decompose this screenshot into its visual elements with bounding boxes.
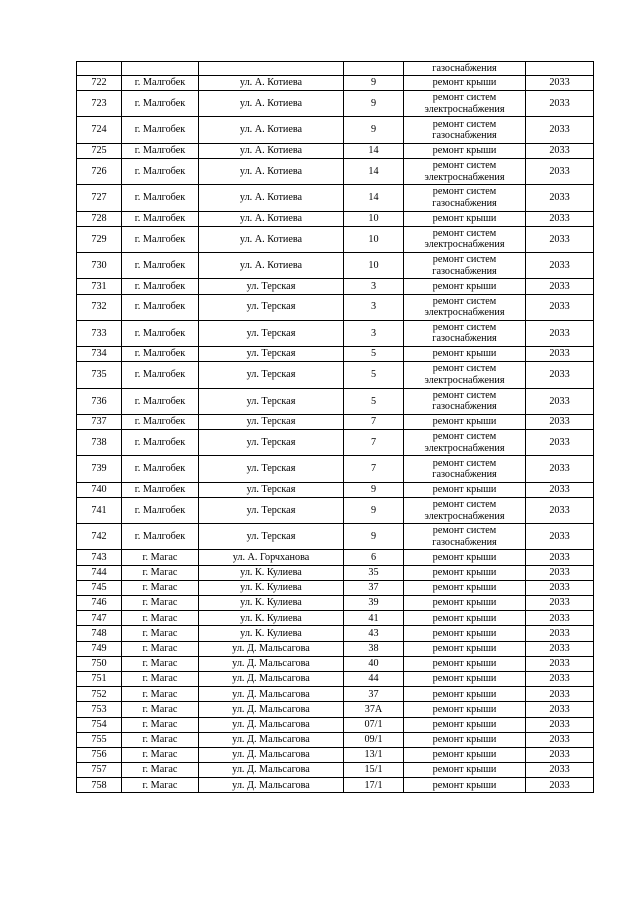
- cell-city: г. Малгобек: [122, 497, 199, 523]
- cell-year: 2033: [526, 656, 594, 671]
- cell-number: 732: [77, 294, 122, 320]
- cell-city: г. Малгобек: [122, 320, 199, 346]
- table-row: [77, 550, 594, 565]
- cell-number: 755: [77, 732, 122, 747]
- cell-house: 14: [344, 185, 404, 211]
- cell-house: 5: [344, 362, 404, 388]
- cell-number: 727: [77, 185, 122, 211]
- cell-street: ул. Д. Мальсагова: [199, 732, 344, 747]
- cell-work-type: ремонт крыши: [404, 611, 526, 626]
- cell-house: 5: [344, 347, 404, 362]
- table-row: [77, 671, 594, 686]
- cell-house: 14: [344, 143, 404, 158]
- cell-house: 9: [344, 524, 404, 550]
- cell-city: г. Малгобек: [122, 294, 199, 320]
- cell-house: 9: [344, 497, 404, 523]
- cell-work-type: ремонт крыши: [404, 347, 526, 362]
- cell-city: г. Магас: [122, 580, 199, 595]
- cell-work-type: ремонт крыши: [404, 414, 526, 429]
- cell-year: 2033: [526, 778, 594, 793]
- cell-city: г. Магас: [122, 596, 199, 611]
- table-row: [77, 747, 594, 762]
- cell-street: ул. Терская: [199, 497, 344, 523]
- cell-year: 2033: [526, 747, 594, 762]
- cell-work-type: ремонт систем электроснабжения: [404, 226, 526, 252]
- cell-work-type: ремонт крыши: [404, 76, 526, 91]
- cell-work-type: ремонт крыши: [404, 596, 526, 611]
- cell-year: 2033: [526, 482, 594, 497]
- cell-number: 745: [77, 580, 122, 595]
- cell-year: 2033: [526, 76, 594, 91]
- table-row: [77, 497, 594, 523]
- cell-work-type: ремонт систем газоснабжения: [404, 388, 526, 414]
- table-row: [77, 185, 594, 211]
- cell-street: ул. Д. Мальсагова: [199, 717, 344, 732]
- cell-city: г. Малгобек: [122, 91, 199, 117]
- cell-year: 2033: [526, 596, 594, 611]
- cell-street: ул. Терская: [199, 482, 344, 497]
- cell-city: г. Малгобек: [122, 456, 199, 482]
- cell-work-type: ремонт систем электроснабжения: [404, 430, 526, 456]
- table-row: [77, 778, 594, 793]
- cell-city: г. Малгобек: [122, 279, 199, 294]
- table-row: [77, 388, 594, 414]
- cell-number: 757: [77, 763, 122, 778]
- cell-number: 741: [77, 497, 122, 523]
- cell-work-type: ремонт систем газоснабжения: [404, 117, 526, 143]
- cell-house: 39: [344, 596, 404, 611]
- cell-street: ул. Терская: [199, 414, 344, 429]
- cell-work-type: ремонт крыши: [404, 482, 526, 497]
- cell-house: 13/1: [344, 747, 404, 762]
- cell-city: г. Магас: [122, 747, 199, 762]
- cell-street: ул. К. Кулиева: [199, 580, 344, 595]
- cell-house: 15/1: [344, 763, 404, 778]
- cell-city: г. Малгобек: [122, 211, 199, 226]
- cell-year: 2033: [526, 732, 594, 747]
- cell-street: [199, 62, 344, 76]
- cell-number: 754: [77, 717, 122, 732]
- cell-street: ул. Д. Мальсагова: [199, 687, 344, 702]
- cell-year: 2033: [526, 763, 594, 778]
- cell-number: 749: [77, 641, 122, 656]
- table-row: [77, 294, 594, 320]
- cell-house: 6: [344, 550, 404, 565]
- table-row: [77, 143, 594, 158]
- cell-house: 3: [344, 279, 404, 294]
- table-row: [77, 158, 594, 184]
- cell-house: [344, 62, 404, 76]
- cell-city: г. Малгобек: [122, 185, 199, 211]
- cell-city: г. Магас: [122, 611, 199, 626]
- cell-year: 2033: [526, 211, 594, 226]
- cell-house: 9: [344, 482, 404, 497]
- table-row: [77, 626, 594, 641]
- cell-work-type: ремонт крыши: [404, 580, 526, 595]
- cell-number: 733: [77, 320, 122, 346]
- cell-year: 2033: [526, 497, 594, 523]
- cell-house: 7: [344, 414, 404, 429]
- table-row: [77, 117, 594, 143]
- cell-number: 750: [77, 656, 122, 671]
- cell-work-type: ремонт крыши: [404, 550, 526, 565]
- cell-street: ул. А. Котиева: [199, 91, 344, 117]
- table-row: [77, 732, 594, 747]
- cell-year: 2033: [526, 117, 594, 143]
- cell-work-type: газоснабжения: [404, 62, 526, 76]
- cell-number: 753: [77, 702, 122, 717]
- cell-street: ул. А. Котиева: [199, 76, 344, 91]
- cell-street: ул. А. Котиева: [199, 226, 344, 252]
- cell-city: г. Малгобек: [122, 226, 199, 252]
- cell-year: 2033: [526, 430, 594, 456]
- table-row: [77, 320, 594, 346]
- cell-house: 10: [344, 211, 404, 226]
- cell-year: 2033: [526, 524, 594, 550]
- cell-street: ул. Терская: [199, 430, 344, 456]
- cell-year: 2033: [526, 611, 594, 626]
- cell-number: 756: [77, 747, 122, 762]
- cell-street: ул. К. Кулиева: [199, 565, 344, 580]
- cell-number: 752: [77, 687, 122, 702]
- cell-city: г. Магас: [122, 550, 199, 565]
- cell-city: г. Магас: [122, 641, 199, 656]
- cell-number: [77, 62, 122, 76]
- cell-street: ул. Д. Мальсагова: [199, 641, 344, 656]
- cell-work-type: ремонт систем газоснабжения: [404, 185, 526, 211]
- cell-work-type: ремонт крыши: [404, 717, 526, 732]
- cell-number: 726: [77, 158, 122, 184]
- cell-street: ул. А. Котиева: [199, 253, 344, 279]
- cell-city: г. Малгобек: [122, 388, 199, 414]
- cell-street: ул. Терская: [199, 362, 344, 388]
- cell-work-type: ремонт систем газоснабжения: [404, 524, 526, 550]
- table-row: [77, 611, 594, 626]
- cell-year: 2033: [526, 362, 594, 388]
- cell-work-type: ремонт крыши: [404, 641, 526, 656]
- cell-house: 7: [344, 430, 404, 456]
- cell-year: 2033: [526, 158, 594, 184]
- cell-house: 3: [344, 320, 404, 346]
- cell-street: ул. Терская: [199, 347, 344, 362]
- cell-street: ул. А. Котиева: [199, 143, 344, 158]
- cell-street: ул. А. Котиева: [199, 158, 344, 184]
- cell-work-type: ремонт крыши: [404, 747, 526, 762]
- cell-house: 9: [344, 76, 404, 91]
- cell-work-type: ремонт крыши: [404, 702, 526, 717]
- cell-work-type: ремонт крыши: [404, 763, 526, 778]
- cell-house: 35: [344, 565, 404, 580]
- cell-year: 2033: [526, 226, 594, 252]
- cell-number: 736: [77, 388, 122, 414]
- cell-year: 2033: [526, 702, 594, 717]
- table-row: [77, 596, 594, 611]
- cell-work-type: ремонт крыши: [404, 671, 526, 686]
- table-row: [77, 717, 594, 732]
- cell-year: 2033: [526, 626, 594, 641]
- cell-street: ул. Терская: [199, 456, 344, 482]
- table-row: [77, 763, 594, 778]
- cell-house: 10: [344, 253, 404, 279]
- table-body: [77, 62, 594, 793]
- cell-city: г. Малгобек: [122, 117, 199, 143]
- cell-work-type: ремонт систем электроснабжения: [404, 91, 526, 117]
- cell-city: г. Магас: [122, 717, 199, 732]
- cell-year: 2033: [526, 565, 594, 580]
- cell-house: 43: [344, 626, 404, 641]
- cell-year: 2033: [526, 294, 594, 320]
- cell-house: 5: [344, 388, 404, 414]
- cell-number: 735: [77, 362, 122, 388]
- cell-street: ул. Терская: [199, 524, 344, 550]
- cell-year: 2033: [526, 580, 594, 595]
- cell-work-type: ремонт систем электроснабжения: [404, 294, 526, 320]
- cell-year: 2033: [526, 456, 594, 482]
- cell-work-type: ремонт систем электроснабжения: [404, 158, 526, 184]
- cell-street: ул. А. Котиева: [199, 185, 344, 211]
- cell-street: ул. Д. Мальсагова: [199, 747, 344, 762]
- cell-work-type: ремонт крыши: [404, 565, 526, 580]
- table-row: [77, 347, 594, 362]
- cell-house: 09/1: [344, 732, 404, 747]
- repair-schedule-table: [76, 61, 594, 793]
- cell-work-type: ремонт систем электроснабжения: [404, 362, 526, 388]
- cell-street: ул. Д. Мальсагова: [199, 702, 344, 717]
- cell-house: 10: [344, 226, 404, 252]
- cell-city: г. Магас: [122, 656, 199, 671]
- table-row: [77, 91, 594, 117]
- cell-house: 07/1: [344, 717, 404, 732]
- cell-house: 37А: [344, 702, 404, 717]
- cell-year: 2033: [526, 143, 594, 158]
- cell-number: 746: [77, 596, 122, 611]
- table-row: [77, 226, 594, 252]
- table-row: [77, 565, 594, 580]
- table-row: [77, 524, 594, 550]
- cell-number: 747: [77, 611, 122, 626]
- cell-street: ул. К. Кулиева: [199, 611, 344, 626]
- cell-city: г. Магас: [122, 702, 199, 717]
- cell-street: ул. А. Горчханова: [199, 550, 344, 565]
- cell-house: 38: [344, 641, 404, 656]
- cell-street: ул. Терская: [199, 279, 344, 294]
- cell-city: г. Магас: [122, 732, 199, 747]
- cell-city: г. Малгобек: [122, 524, 199, 550]
- cell-street: ул. К. Кулиева: [199, 596, 344, 611]
- cell-year: 2033: [526, 279, 594, 294]
- cell-number: 751: [77, 671, 122, 686]
- cell-street: ул. А. Котиева: [199, 211, 344, 226]
- cell-year: 2033: [526, 550, 594, 565]
- cell-street: ул. Терская: [199, 294, 344, 320]
- cell-house: 41: [344, 611, 404, 626]
- cell-number: 744: [77, 565, 122, 580]
- cell-city: г. Малгобек: [122, 143, 199, 158]
- table-row: [77, 430, 594, 456]
- table-row: [77, 482, 594, 497]
- cell-city: г. Малгобек: [122, 158, 199, 184]
- table-row: [77, 656, 594, 671]
- table-row: [77, 76, 594, 91]
- cell-city: г. Малгобек: [122, 347, 199, 362]
- cell-year: 2033: [526, 347, 594, 362]
- table-row: [77, 414, 594, 429]
- cell-year: 2033: [526, 91, 594, 117]
- cell-number: 724: [77, 117, 122, 143]
- cell-house: 44: [344, 671, 404, 686]
- cell-work-type: ремонт систем электроснабжения: [404, 497, 526, 523]
- cell-work-type: ремонт систем газоснабжения: [404, 253, 526, 279]
- cell-city: г. Малгобек: [122, 253, 199, 279]
- cell-number: 734: [77, 347, 122, 362]
- cell-number: 723: [77, 91, 122, 117]
- cell-work-type: ремонт крыши: [404, 211, 526, 226]
- cell-city: г. Магас: [122, 626, 199, 641]
- cell-number: 737: [77, 414, 122, 429]
- cell-house: 37: [344, 687, 404, 702]
- cell-number: 738: [77, 430, 122, 456]
- table-row: [77, 456, 594, 482]
- cell-city: г. Малгобек: [122, 482, 199, 497]
- cell-house: 17/1: [344, 778, 404, 793]
- cell-house: 9: [344, 117, 404, 143]
- cell-number: 728: [77, 211, 122, 226]
- table-row: [77, 362, 594, 388]
- cell-year: 2033: [526, 671, 594, 686]
- cell-year: 2033: [526, 641, 594, 656]
- cell-year: 2033: [526, 687, 594, 702]
- cell-number: 739: [77, 456, 122, 482]
- cell-year: 2033: [526, 388, 594, 414]
- cell-street: ул. Д. Мальсагова: [199, 763, 344, 778]
- document-page: [76, 61, 594, 793]
- cell-house: 9: [344, 91, 404, 117]
- cell-year: 2033: [526, 185, 594, 211]
- cell-house: 3: [344, 294, 404, 320]
- cell-number: 748: [77, 626, 122, 641]
- cell-number: 725: [77, 143, 122, 158]
- cell-city: [122, 62, 199, 76]
- cell-city: г. Магас: [122, 763, 199, 778]
- cell-number: 743: [77, 550, 122, 565]
- cell-number: 740: [77, 482, 122, 497]
- cell-number: 758: [77, 778, 122, 793]
- cell-street: ул. Д. Мальсагова: [199, 656, 344, 671]
- cell-work-type: ремонт крыши: [404, 143, 526, 158]
- cell-street: ул. А. Котиева: [199, 117, 344, 143]
- cell-number: 730: [77, 253, 122, 279]
- table-row: [77, 211, 594, 226]
- cell-city: г. Магас: [122, 671, 199, 686]
- table-row: [77, 687, 594, 702]
- cell-work-type: ремонт крыши: [404, 279, 526, 294]
- cell-street: ул. К. Кулиева: [199, 626, 344, 641]
- cell-number: 729: [77, 226, 122, 252]
- cell-house: 14: [344, 158, 404, 184]
- cell-house: 37: [344, 580, 404, 595]
- cell-city: г. Магас: [122, 687, 199, 702]
- cell-city: г. Магас: [122, 565, 199, 580]
- cell-street: ул. Терская: [199, 388, 344, 414]
- cell-year: [526, 62, 594, 76]
- cell-number: 722: [77, 76, 122, 91]
- table-row: [77, 580, 594, 595]
- cell-work-type: ремонт крыши: [404, 778, 526, 793]
- cell-street: ул. Терская: [199, 320, 344, 346]
- cell-city: г. Малгобек: [122, 414, 199, 429]
- cell-work-type: ремонт крыши: [404, 626, 526, 641]
- cell-street: ул. Д. Мальсагова: [199, 671, 344, 686]
- cell-work-type: ремонт систем газоснабжения: [404, 456, 526, 482]
- cell-house: 7: [344, 456, 404, 482]
- table-row: [77, 702, 594, 717]
- cell-city: г. Малгобек: [122, 362, 199, 388]
- cell-work-type: ремонт крыши: [404, 732, 526, 747]
- cell-work-type: ремонт систем газоснабжения: [404, 320, 526, 346]
- cell-work-type: ремонт крыши: [404, 687, 526, 702]
- cell-number: 742: [77, 524, 122, 550]
- cell-year: 2033: [526, 320, 594, 346]
- cell-house: 40: [344, 656, 404, 671]
- cell-street: ул. Д. Мальсагова: [199, 778, 344, 793]
- cell-year: 2033: [526, 414, 594, 429]
- cell-year: 2033: [526, 717, 594, 732]
- table-row-continuation: [77, 62, 594, 76]
- cell-work-type: ремонт крыши: [404, 656, 526, 671]
- cell-city: г. Магас: [122, 778, 199, 793]
- cell-city: г. Малгобек: [122, 76, 199, 91]
- cell-number: 731: [77, 279, 122, 294]
- table-row: [77, 279, 594, 294]
- cell-year: 2033: [526, 253, 594, 279]
- table-row: [77, 641, 594, 656]
- cell-city: г. Малгобек: [122, 430, 199, 456]
- table-row: [77, 253, 594, 279]
